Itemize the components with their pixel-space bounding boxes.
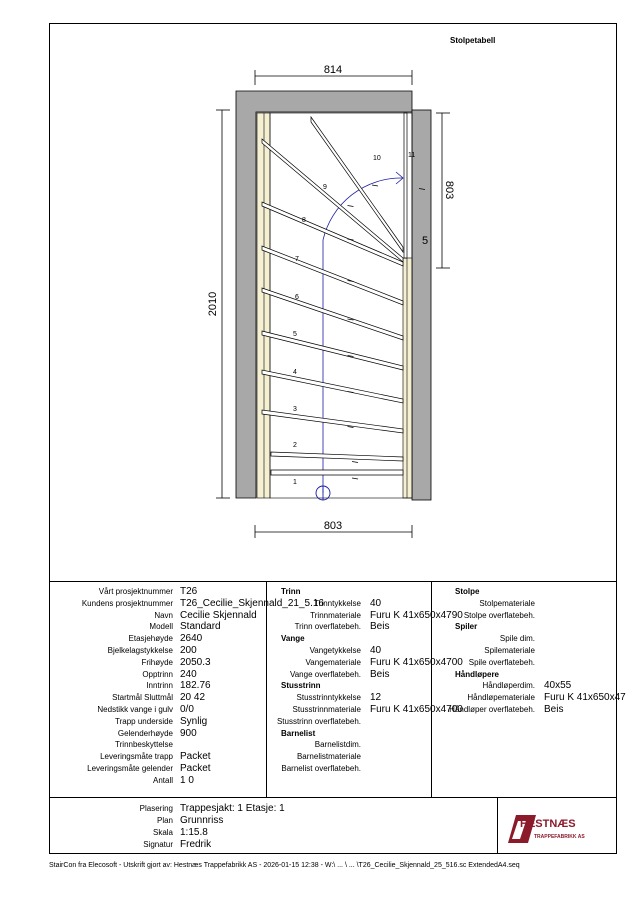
field-label: Inntrinn — [146, 681, 173, 691]
field-value: Fredrik — [180, 839, 212, 850]
tread-nosing-mark — [352, 478, 358, 479]
field-label: Etasjehøyde — [128, 634, 173, 644]
stringer-right — [403, 258, 412, 498]
field-value: 40 — [370, 645, 382, 656]
field-value: 20 42 — [180, 692, 206, 704]
field-value: 182.76 — [180, 680, 211, 692]
field-value: 2050.3 — [180, 656, 211, 668]
field-label: Trinn overflatebeh. — [294, 622, 361, 632]
field-value: Furu K 41x650x4700 — [370, 704, 463, 715]
tread-nosing-mark — [348, 206, 354, 207]
tread — [262, 410, 403, 433]
field-value: 40x55 — [544, 680, 572, 692]
step-number: 7 — [295, 256, 299, 263]
field-label: Stusstrinn overflatebeh. — [276, 716, 361, 726]
section-heading: Barnelist — [281, 728, 316, 738]
section-heading: Spiler — [455, 622, 478, 632]
field-label: Trinnmateriale — [310, 610, 361, 620]
tread-group — [262, 113, 425, 479]
table-mid-line — [49, 797, 617, 798]
field-label: Nedstikk vange i gulv — [97, 705, 173, 714]
section-heading: Stusstrinn — [281, 681, 321, 691]
tread — [404, 113, 407, 258]
step-number: 1 — [293, 479, 297, 486]
tread-nosing-mark — [372, 185, 378, 186]
field-label: Startmål Sluttmål — [112, 693, 173, 703]
field-value: Grunnriss — [180, 815, 224, 826]
field-label: Stolpe overflatebeh. — [463, 610, 535, 620]
page-title: Stolpetabell — [450, 36, 496, 45]
field-label: Navn — [154, 610, 173, 620]
field-value: Furu K 41x650x47 — [544, 692, 626, 704]
table-divider-3 — [497, 797, 498, 854]
section-heading: Vange — [281, 634, 305, 644]
field-value: Synlig — [180, 715, 208, 727]
field-label: Trapp underside — [115, 716, 173, 726]
landing-step-label: 5 — [422, 235, 429, 247]
field-label: Håndløpemateriale — [467, 693, 535, 703]
field-label: Leveringsmåte gelender — [87, 764, 173, 773]
field-value: T26_Cecilie_Skjennald_21_5.16 — [180, 597, 324, 609]
field-value: Standard — [180, 621, 221, 633]
table-top-line — [49, 581, 617, 582]
field-value: Packet — [180, 751, 211, 763]
dim-top-label: 814 — [323, 64, 343, 76]
section-heading: Trinn — [281, 587, 301, 596]
field-label: Barnelist overflatebeh. — [281, 764, 361, 773]
dim-bottom-label: 803 — [323, 520, 343, 532]
step-number: 3 — [293, 406, 297, 413]
field-label: Plan — [156, 816, 173, 825]
field-label: Signatur — [143, 840, 173, 849]
field-value: 200 — [180, 645, 197, 656]
dim-right-label: 803 — [443, 180, 455, 200]
logo-mark — [506, 803, 592, 847]
field-label: Vangetykkelse — [309, 646, 361, 655]
field-label: Stusstrinnmateriale — [292, 705, 361, 714]
field-label: Opptrinn — [142, 669, 173, 679]
field-label: Håndløper overflatebeh. — [449, 705, 535, 714]
step-number: 8 — [302, 217, 306, 224]
tread — [262, 139, 403, 262]
field-value: 40 — [370, 597, 382, 609]
field-label: Spile dim. — [499, 634, 535, 644]
company-logo — [506, 803, 592, 847]
field-label: Stolpemateriale — [479, 598, 535, 608]
field-label: Vangemateriale — [305, 657, 361, 667]
field-value: 1 0 — [180, 774, 194, 786]
step-number: 9 — [323, 184, 327, 191]
field-label: Kundens prosjektnummer — [81, 598, 173, 608]
field-value: Furu K 41x650x4700 — [370, 656, 463, 668]
field-value: Cecilie Skjennald — [180, 609, 257, 621]
field-label: Barnelistdim. — [314, 740, 361, 750]
step-number: 5 — [293, 331, 297, 338]
field-label: Leveringsmåte trapp — [100, 752, 173, 762]
step-numbers — [293, 152, 415, 486]
field-value: T26 — [180, 586, 198, 597]
step-number: 11 — [408, 152, 416, 159]
field-label: Antall — [152, 775, 173, 785]
tread-nosing-mark — [352, 462, 358, 463]
field-value: 240 — [180, 668, 197, 680]
field-value: Trappesjakt: 1 Etasje: 1 — [180, 803, 285, 814]
field-label: Spilemateriale — [484, 646, 535, 655]
tread — [262, 331, 403, 370]
field-label: Vange overflatebeh. — [289, 669, 361, 679]
field-value: Furu K 41x650x4790 — [370, 609, 463, 621]
step-number: 6 — [295, 294, 299, 301]
tread-nosing-mark — [348, 427, 354, 428]
field-label: Stusstrinntykkelse — [296, 693, 361, 703]
field-label: Plasering — [139, 804, 173, 813]
field-value: 1:15.8 — [180, 827, 208, 838]
step-number: 10 — [373, 155, 381, 162]
field-label: Håndløperdim. — [482, 681, 535, 691]
tread — [262, 370, 403, 403]
field-label: Vårt prosjektnummer — [98, 587, 173, 596]
step-number: 2 — [293, 442, 297, 449]
section-heading: Håndløpere — [455, 669, 500, 679]
stringer-left — [257, 113, 270, 498]
tread — [271, 452, 403, 461]
field-label: Frihøyde — [141, 657, 173, 667]
field-value: Packet — [180, 763, 211, 774]
section-heading: Stolpe — [455, 587, 480, 596]
field-value: 0/0 — [180, 704, 194, 715]
field-value: Beis — [370, 621, 390, 633]
field-label: Skala — [152, 828, 173, 837]
field-label: Trinntykkelse — [314, 598, 361, 608]
field-value: Beis — [544, 704, 564, 715]
field-label: Gelenderhøyde — [117, 728, 173, 738]
wall-right — [412, 110, 431, 500]
logo-sub: TRAPPEFABRIKK AS — [534, 834, 585, 840]
field-label: Barnelistmateriale — [296, 752, 361, 762]
field-value: 2640 — [180, 633, 203, 645]
field-value: 900 — [180, 727, 197, 739]
dim-left-label: 2010 — [207, 291, 219, 317]
field-label: Bjelkelagstykkelse — [107, 646, 173, 655]
field-value: Beis — [370, 668, 390, 680]
field-value: 12 — [370, 692, 382, 704]
logo-name: HESTNÆS — [520, 818, 576, 830]
field-label: Trinnbeskyttelse — [115, 740, 173, 750]
field-label: Spile overflatebeh. — [468, 657, 535, 667]
field-label: Modell — [149, 622, 173, 632]
step-number: 4 — [293, 369, 297, 376]
table-divider-1 — [266, 581, 267, 797]
print-footer: StairCon fra Elecosoft - Utskrift gjort av: Hestnæs Trappefabrikk AS - 2026-01-15 12:38 - W:\ ... \ ... \T26_Cecilie_Skjennald_25_516.sc ExtendedA4.seq — [49, 862, 520, 869]
tread — [271, 470, 403, 475]
